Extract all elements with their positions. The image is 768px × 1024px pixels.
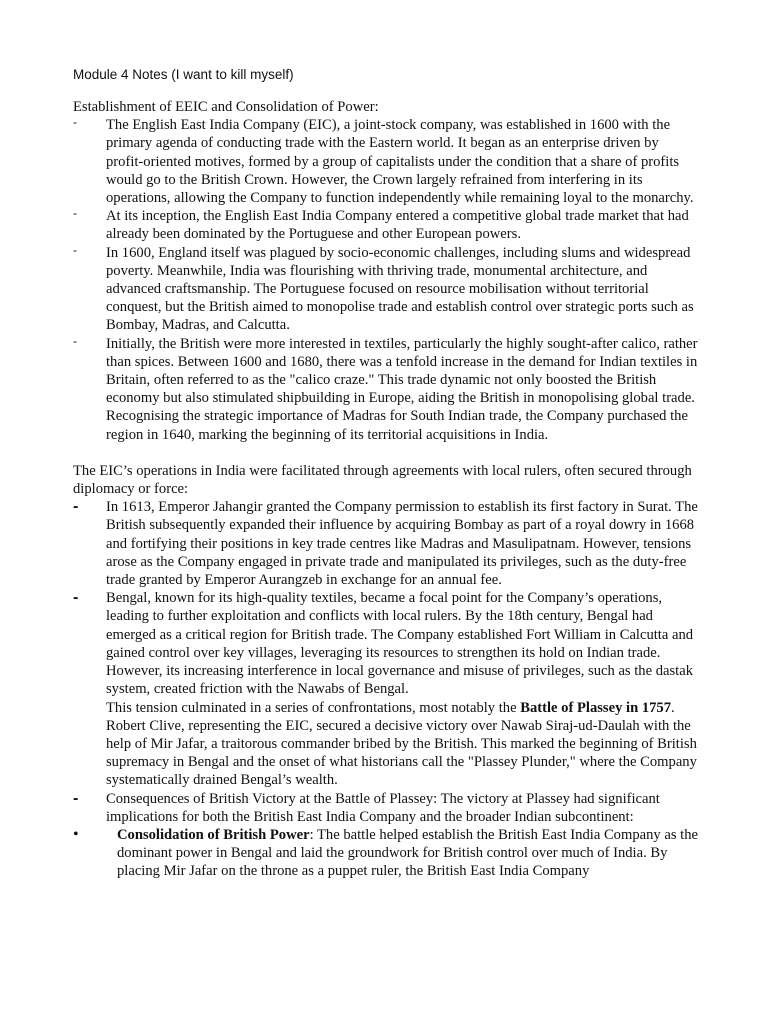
- consequences-list: [73, 790, 698, 826]
- dash-marker: -: [73, 589, 79, 607]
- list-item-text: Bengal, known for its high-quality textiles, became a focal point for the Company’s operations, leading to further exploitation and conflicts with local rulers. By the 18th century, Bengal had emerged as a critical region for British trade. The Company established Fort William in Calcutta and gained control over key villages, leveraging its resources to strengthen its hold on Indian trade. However, its increasing interference in local governance and misuse of privileges, such as the dastak system, created friction with the Nawabs of Bengal.: [106, 590, 694, 698]
- plassey-text-pre: This tension culminated in a series of confrontations, most notably the: [106, 699, 521, 716]
- section-establishment: [73, 98, 698, 881]
- list-item: [73, 335, 698, 444]
- dash-marker: -: [73, 206, 77, 221]
- list-item-text: At its inception, the English East India Company entered a competitive global trade market that had already been dominated by the Portuguese and other European powers.: [106, 208, 689, 243]
- list-item: [73, 498, 698, 589]
- paragraph-gap: [73, 444, 698, 462]
- bullet-list: [73, 826, 698, 881]
- dash-marker: -: [73, 498, 79, 516]
- section-heading: Establishment of EEIC and Consolidation of Power:: [73, 99, 379, 115]
- list-item-text: The English East India Company (EIC), a joint-stock company, was established in 1600 with the primary agenda of conducting trade with the Eastern world. It began as an enterprise driven by profit-oriented motives, formed by a group of capitalists under the condition that a share of profits would go to the British Crown. However, the Crown largely refrained from interfering in its operations, allowing the Company to function independently while remaining loyal to the monarchy.: [106, 117, 694, 207]
- list-item: [73, 589, 698, 698]
- list-item-text: In 1613, Emperor Jahangir granted the Company permission to establish its first factory in Surat. The British subsequently expanded their influence by acquiring Bombay as part of a royal dowry in 1668 and fortifying their positions in key trade centres like Madras and Masulipatnam. However, tensions arose as the Company engaged in private trade and manipulated its privileges, such as the duty-free trade granted by Emperor Aurangzeb in exchange for an annual fee.: [106, 499, 698, 589]
- list-item-text: In 1600, England itself was plagued by socio-economic challenges, including slums and widespread poverty. Meanwhile, India was flourishing with thriving trade, monumental architecture, and advanced craftsmanship. The Portuguese focused on resource mobilisation without territorial conquest, but the British aimed to monopolise trade and establish control over strategic ports such as Bombay, Madras, and Calcutta.: [106, 244, 694, 334]
- list-item-text: Consequences of British Victory at the Battle of Plassey: The victory at Plassey had significant implications for both the British East India Company and the broader Indian subcontinent:: [106, 790, 660, 825]
- dash-marker: -: [73, 115, 77, 130]
- bullet-text: : The battle helped establish the British East India Company as the dominant power in Bengal and laid the groundwork for British control over much of India. By placing Mir Jafar on the throne as a puppet ruler, the British East India Company: [117, 826, 698, 880]
- bullet-item: [73, 826, 698, 881]
- plassey-paragraph: [73, 699, 698, 790]
- list-item-text: Initially, the British were more interested in textiles, particularly the highly sought-after calico, rather than spices. Between 1600 and 1680, there was a tenfold increase in the demand for Indian textiles in Britain, often referred to as the "calico craze." This trade dynamic not only boosted the British economy but also stimulated shipbuilding in Europe, aiding the British in monopolising global trade. Recognising the strategic importance of Madras for South Indian trade, the Company purchased the region in 1640, marking the beginning of its territorial acquisitions in India.: [106, 335, 698, 443]
- dash-marker: -: [73, 333, 77, 348]
- dash-marker: -: [73, 242, 77, 257]
- list-item: [73, 244, 698, 335]
- list-item: [73, 790, 698, 826]
- operations-list: [73, 498, 698, 698]
- list-item: [73, 207, 698, 243]
- dash-marker: -: [73, 789, 79, 807]
- establishment-list: [73, 116, 698, 444]
- bullet-bold-label: Consolidation of British Power: [117, 826, 310, 843]
- plassey-text-post: . Robert Clive, representing the EIC, secured a decisive victory over Nawab Siraj-ud-Daulah with the help of Mir Jafar, a traitorous commander bribed by the British. This marked the beginning of British supremacy in Bengal and the onset of what historians call the "Plassey Plunder," where the Company systematically drained Bengal’s wealth.: [106, 699, 697, 789]
- plassey-bold: Battle of Plassey in 1757: [520, 699, 672, 716]
- bullet-marker: •: [73, 825, 79, 843]
- document-page: [73, 66, 698, 881]
- section-intro: The EIC’s operations in India were facilitated through agreements with local rulers, often secured through diplomacy or force:: [73, 462, 692, 498]
- list-item: [73, 116, 698, 207]
- document-title: Module 4 Notes (I want to kill myself): [73, 67, 294, 82]
